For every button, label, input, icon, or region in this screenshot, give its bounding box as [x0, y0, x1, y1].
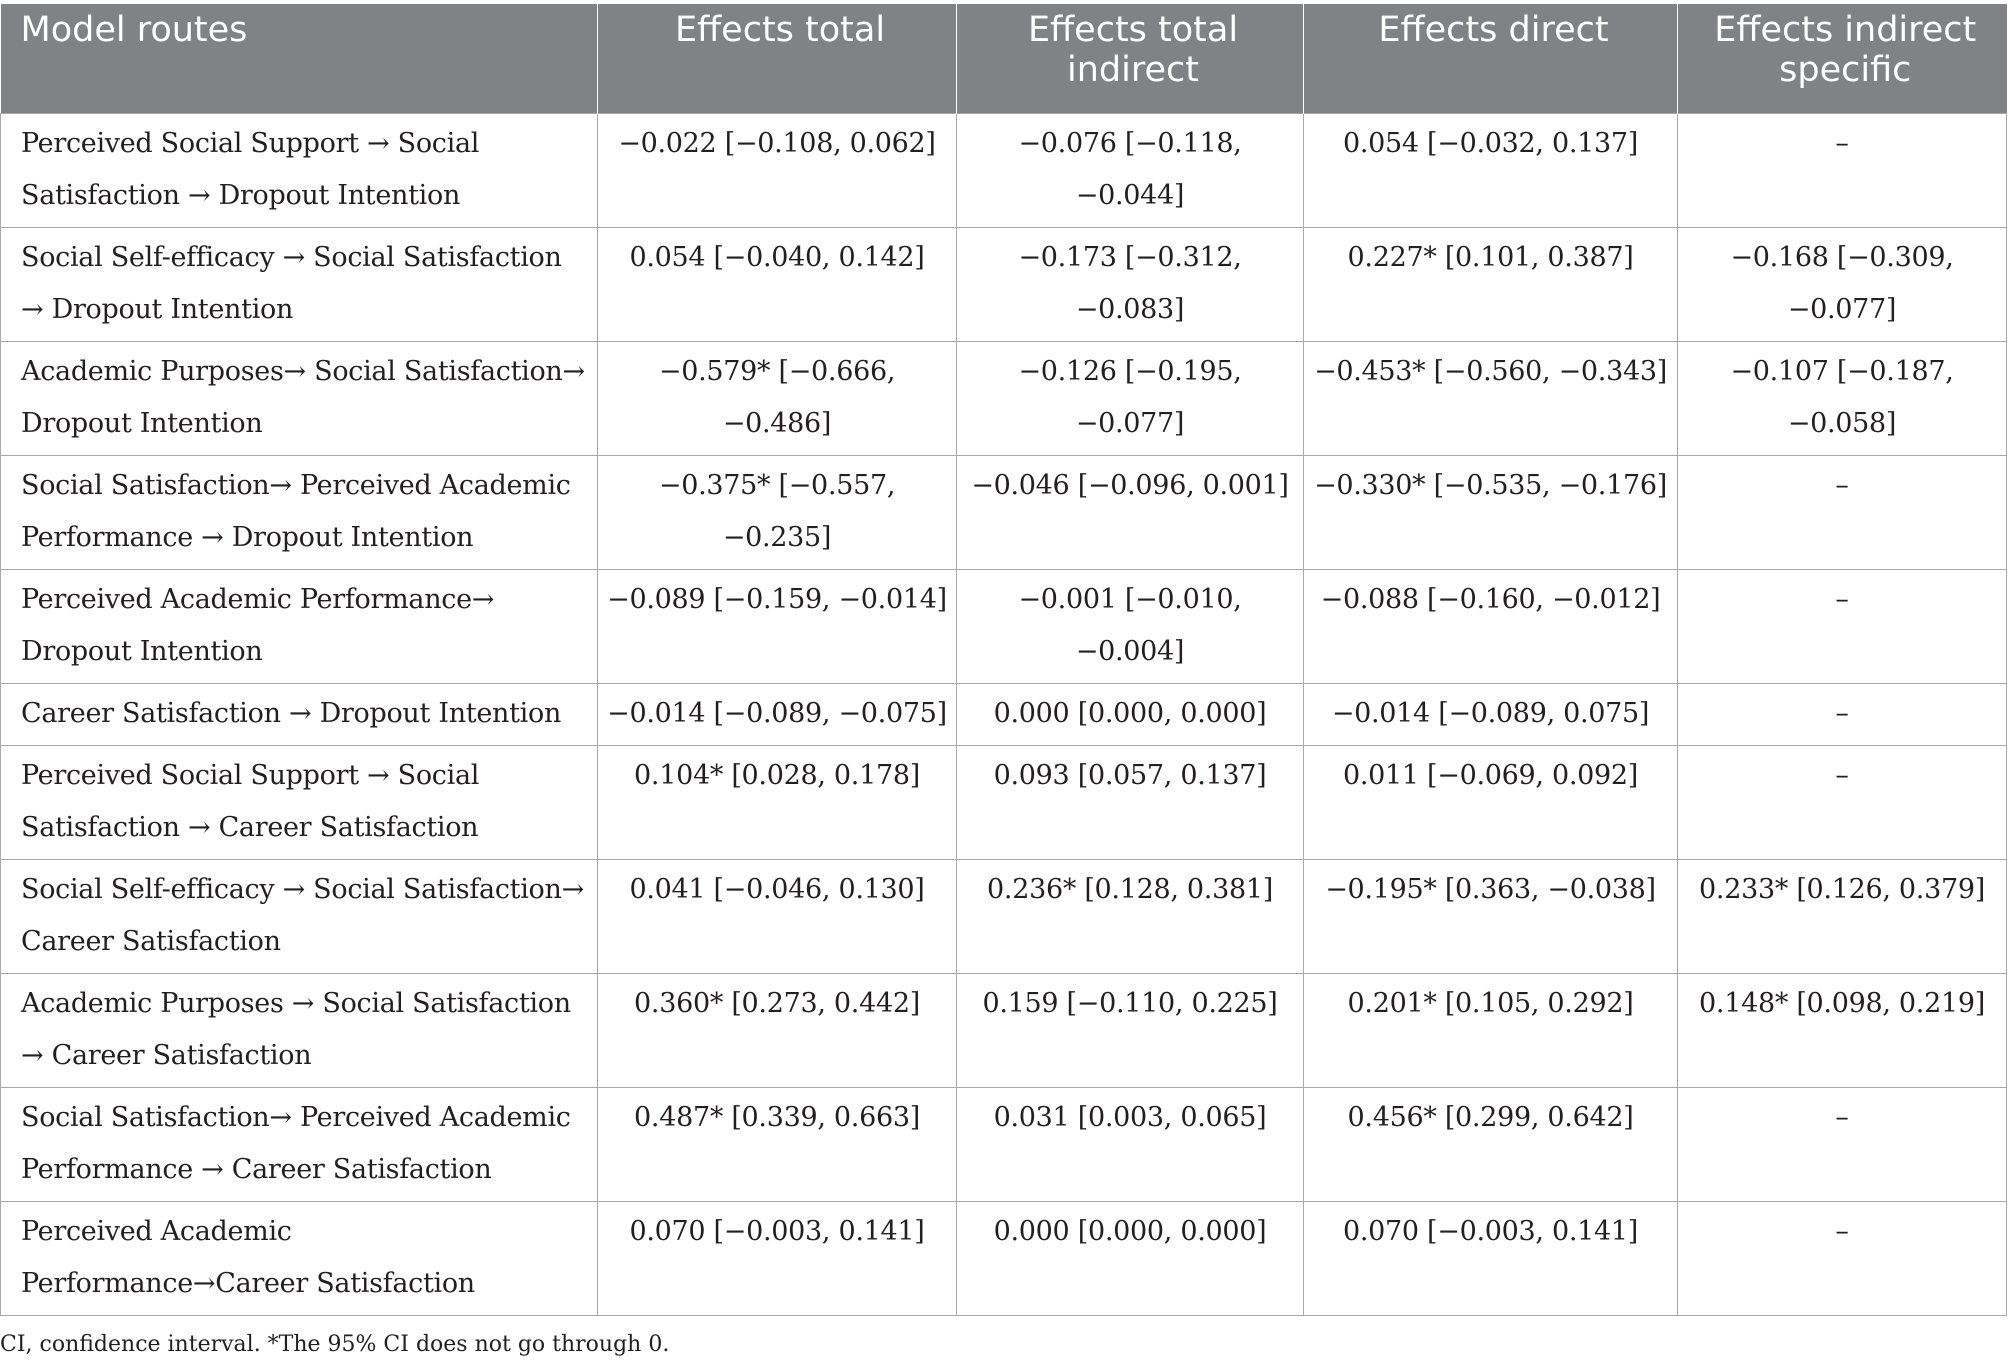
cell-route: Perceived Social Support → Social Satisfaction → Dropout Intention: [1, 113, 598, 227]
cell-direct: 0.456* [0.299, 0.642]: [1304, 1087, 1678, 1201]
cell-total-indirect: −0.046 [−0.096, 0.001]: [957, 455, 1304, 569]
cell-route: Perceived Academic Performance→ Dropout Intention: [1, 569, 598, 683]
table-row: [1, 973, 2007, 1087]
cell-total: 0.360* [0.273, 0.442]: [598, 973, 957, 1087]
cell-route: Perceived Academic Performance→Career Satisfaction: [1, 1201, 598, 1315]
cell-indirect-specific: –: [1678, 745, 2007, 859]
cell-route: Perceived Social Support → Social Satisfaction → Career Satisfaction: [1, 745, 598, 859]
header-effects-total-indirect: Effects total indirect: [957, 4, 1304, 113]
cell-total: −0.579* [−0.666, −0.486]: [598, 341, 957, 455]
cell-total-indirect: 0.159 [−0.110, 0.225]: [957, 973, 1304, 1087]
cell-total: 0.054 [−0.040, 0.142]: [598, 227, 957, 341]
table-row: [1, 341, 2007, 455]
table-row: [1, 455, 2007, 569]
cell-indirect-specific: –: [1678, 1201, 2007, 1315]
cell-total: −0.014 [−0.089, −0.075]: [598, 683, 957, 745]
table-row: [1, 1087, 2007, 1201]
cell-total: −0.375* [−0.557, −0.235]: [598, 455, 957, 569]
cell-direct: −0.330* [−0.535, −0.176]: [1304, 455, 1678, 569]
table-row: [1, 569, 2007, 683]
table-row: [1, 859, 2007, 973]
effects-table: [0, 4, 2007, 1316]
cell-indirect-specific: –: [1678, 455, 2007, 569]
cell-direct: −0.195* [0.363, −0.038]: [1304, 859, 1678, 973]
cell-total: −0.022 [−0.108, 0.062]: [598, 113, 957, 227]
cell-route: Career Satisfaction → Dropout Intention: [1, 683, 598, 745]
header-effects-total: Effects total: [598, 4, 957, 113]
effects-table-container: [0, 4, 2006, 1316]
cell-indirect-specific: –: [1678, 683, 2007, 745]
cell-total-indirect: −0.126 [−0.195, −0.077]: [957, 341, 1304, 455]
cell-indirect-specific: –: [1678, 1087, 2007, 1201]
table-row: [1, 227, 2007, 341]
cell-indirect-specific: −0.168 [−0.309, −0.077]: [1678, 227, 2007, 341]
cell-total: −0.089 [−0.159, −0.014]: [598, 569, 957, 683]
cell-total-indirect: 0.236* [0.128, 0.381]: [957, 859, 1304, 973]
cell-direct: 0.227* [0.101, 0.387]: [1304, 227, 1678, 341]
cell-total: 0.041 [−0.046, 0.130]: [598, 859, 957, 973]
cell-total: 0.070 [−0.003, 0.141]: [598, 1201, 957, 1315]
cell-direct: 0.070 [−0.003, 0.141]: [1304, 1201, 1678, 1315]
table-row: [1, 745, 2007, 859]
cell-total-indirect: 0.031 [0.003, 0.065]: [957, 1087, 1304, 1201]
cell-direct: −0.088 [−0.160, −0.012]: [1304, 569, 1678, 683]
cell-direct: −0.014 [−0.089, 0.075]: [1304, 683, 1678, 745]
cell-total: 0.104* [0.028, 0.178]: [598, 745, 957, 859]
cell-indirect-specific: −0.107 [−0.187, −0.058]: [1678, 341, 2007, 455]
cell-route: Social Satisfaction→ Perceived Academic Performance → Career Satisfaction: [1, 1087, 598, 1201]
header-effects-direct: Effects direct: [1304, 4, 1678, 113]
header-row: [1, 4, 2007, 113]
cell-total-indirect: −0.001 [−0.010, −0.004]: [957, 569, 1304, 683]
header-model-routes: Model routes: [1, 4, 598, 113]
cell-direct: 0.201* [0.105, 0.292]: [1304, 973, 1678, 1087]
cell-direct: 0.054 [−0.032, 0.137]: [1304, 113, 1678, 227]
cell-route: Social Self-efficacy → Social Satisfaction → Dropout Intention: [1, 227, 598, 341]
table-row: [1, 113, 2007, 227]
cell-total: 0.487* [0.339, 0.663]: [598, 1087, 957, 1201]
cell-total-indirect: 0.000 [0.000, 0.000]: [957, 683, 1304, 745]
header-effects-indirect-specific: Effects indirect specific: [1678, 4, 2007, 113]
table-row: [1, 1201, 2007, 1315]
cell-total-indirect: 0.000 [0.000, 0.000]: [957, 1201, 1304, 1315]
cell-total-indirect: 0.093 [0.057, 0.137]: [957, 745, 1304, 859]
table-footnote: CI, confidence interval. *The 95% CI does not go through 0.: [0, 1332, 670, 1357]
table-row: [1, 683, 2007, 745]
cell-route: Academic Purposes→ Social Satisfaction→ Dropout Intention: [1, 341, 598, 455]
cell-route: Social Satisfaction→ Perceived Academic Performance → Dropout Intention: [1, 455, 598, 569]
cell-direct: 0.011 [−0.069, 0.092]: [1304, 745, 1678, 859]
table-header: [1, 4, 2007, 113]
cell-total-indirect: −0.076 [−0.118, −0.044]: [957, 113, 1304, 227]
cell-total-indirect: −0.173 [−0.312, −0.083]: [957, 227, 1304, 341]
cell-route: Academic Purposes → Social Satisfaction → Career Satisfaction: [1, 973, 598, 1087]
cell-route: Social Self-efficacy → Social Satisfaction→ Career Satisfaction: [1, 859, 598, 973]
cell-indirect-specific: –: [1678, 113, 2007, 227]
cell-direct: −0.453* [−0.560, −0.343]: [1304, 341, 1678, 455]
table-body: [1, 113, 2007, 1315]
cell-indirect-specific: –: [1678, 569, 2007, 683]
cell-indirect-specific: 0.233* [0.126, 0.379]: [1678, 859, 2007, 973]
cell-indirect-specific: 0.148* [0.098, 0.219]: [1678, 973, 2007, 1087]
